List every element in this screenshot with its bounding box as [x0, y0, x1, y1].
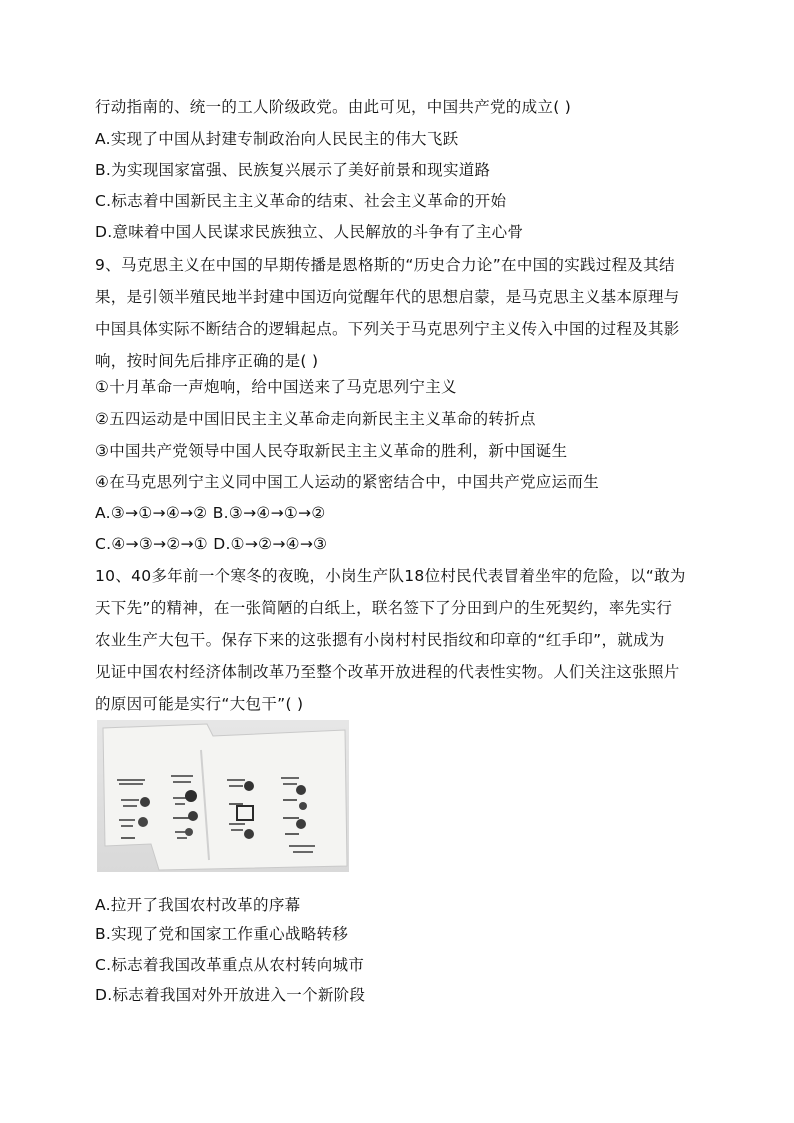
q9-options-ab: A.③→①→④→② B.③→④→①→②: [95, 504, 326, 522]
q9-stem-line-2: 果，是引领半殖民地半封建中国迈向觉醒年代的思想启蒙，是马克思主义基本原理与: [95, 288, 680, 306]
q10-stem-line-2: 天下先”的精神，在一张简陋的白纸上，联名签下了分田到户的生死契约，率先实行: [95, 599, 673, 617]
q8-option-a: A.实现了中国从封建专制政治向人民民主的伟大飞跃: [95, 130, 459, 148]
q10-option-b: B.实现了党和国家工作重心战略转移: [95, 925, 349, 943]
q10-stem-line-1: 10、40多年前一个寒冬的夜晚，小岗生产队18位村民代表冒着坐牢的危险，以“敢为: [95, 567, 686, 585]
q10-stem-line-4: 见证中国农村经济体制改革乃至整个改革开放进程的代表性实物。人们关注这张照片: [95, 663, 680, 681]
q9-stem-line-4: 响，按时间先后排序正确的是( ): [95, 352, 319, 370]
q10-option-d: D.标志着我国对外开放进入一个新阶段: [95, 986, 366, 1004]
q9-item-4: ④在马克思列宁主义同中国工人运动的紧密结合中，中国共产党应运而生: [95, 473, 599, 491]
q9-options-cd: C.④→③→②→① D.①→②→④→③: [95, 535, 328, 553]
q8-option-b: B.为实现国家富强、民族复兴展示了美好前景和现实道路: [95, 161, 491, 179]
q10-stem-line-5: 的原因可能是实行“大包干”( ): [95, 695, 304, 713]
q9-item-3: ③中国共产党领导中国人民夺取新民主主义革命的胜利，新中国诞生: [95, 442, 568, 460]
q9-item-1: ①十月革命一声炮响，给中国送来了马克思列宁主义: [95, 378, 457, 396]
q9-item-2: ②五四运动是中国旧民主主义革命走向新民主主义革命的转折点: [95, 410, 536, 428]
contract-photo: [97, 720, 349, 872]
q10-option-a: A.拉开了我国农村改革的序幕: [95, 896, 301, 914]
q8-option-d: D.意味着中国人民谋求民族独立、人民解放的斗争有了主心骨: [95, 223, 524, 241]
contract-photo-drawing: [97, 720, 349, 872]
q9-stem-line-1: 9、马克思主义在中国的早期传播是恩格斯的“历史合力论”在中国的实践过程及其结: [95, 256, 675, 274]
q10-stem-line-3: 农业生产大包干。保存下来的这张摁有小岗村村民指纹和印章的“红手印”，就成为: [95, 631, 665, 649]
q8-option-c: C.标志着中国新民主主义革命的结束、社会主义革命的开始: [95, 192, 507, 210]
q8-stem-end: 行动指南的、统一的工人阶级政党。由此可见，中国共产党的成立( ): [95, 98, 572, 116]
q9-stem-line-3: 中国具体实际不断结合的逻辑起点。下列关于马克思列宁主义传入中国的过程及其影: [95, 320, 680, 338]
q10-option-c: C.标志着我国改革重点从农村转向城市: [95, 956, 365, 974]
